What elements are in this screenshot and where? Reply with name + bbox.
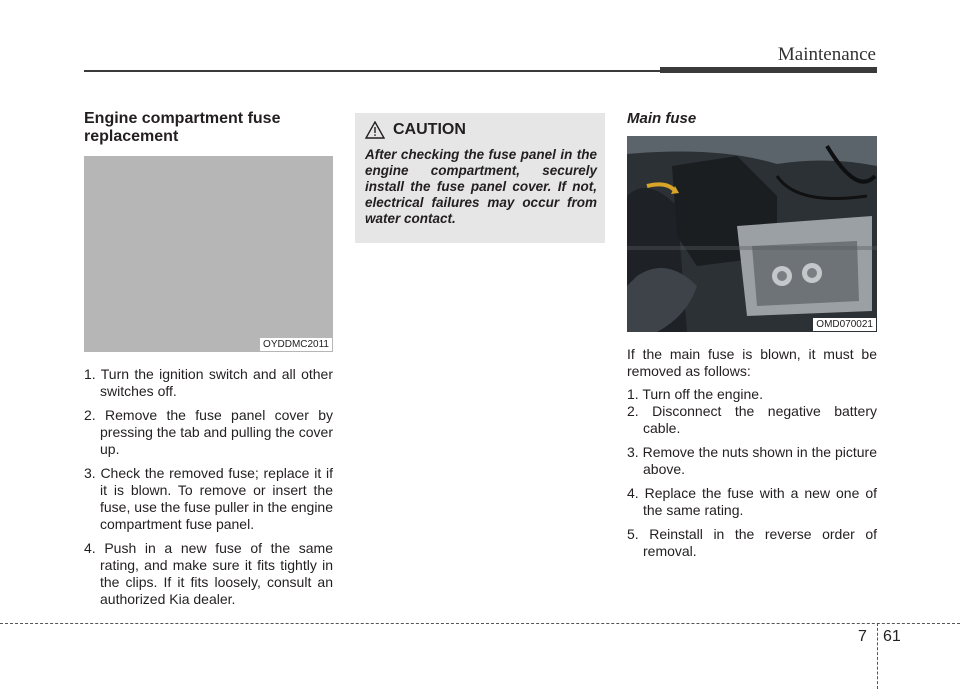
footer-rule	[0, 623, 960, 624]
caution-heading-label: CAUTION	[393, 121, 466, 138]
subsection-title: Main fuse	[627, 110, 697, 127]
middle-column	[355, 113, 605, 243]
page-header-title: Maintenance	[777, 44, 876, 65]
list-item: 3. Check the removed fuse; replace it if it is blown. To remove or insert the fuse, use the fuse puller in the engine compartment fuse panel.	[84, 465, 333, 532]
caution-text: After checking the fuse panel in the engine compartment, securely install the fuse panel cover. If not, electrical failures may occur from water contact.	[365, 147, 597, 226]
fuse-panel-figure	[84, 156, 333, 352]
intro-paragraph: If the main fuse is blown, it must be removed as follows:	[627, 346, 877, 379]
list-item: 1. Turn the ignition switch and all other switches off.	[84, 366, 333, 399]
main-fuse-photo	[627, 136, 877, 332]
list-item: 4. Replace the fuse with a new one of the same rating.	[627, 485, 877, 518]
page-number: 61	[883, 628, 901, 645]
list-item: 5. Reinstall in the reverse order of removal.	[627, 526, 877, 559]
footer-divider	[877, 623, 878, 689]
caution-box	[355, 113, 605, 243]
figure-code: OYDDMC2011	[260, 338, 332, 351]
list-item: 1. Turn off the engine.	[627, 386, 763, 402]
list-item: 2. Disconnect the negative battery cable.	[627, 403, 877, 436]
list-item: 2. Remove the fuse panel cover by pressing the tab and pulling the cover up.	[84, 407, 333, 457]
engine-bay-illustration	[627, 136, 877, 332]
section-title: Engine compartment fuse replacement	[84, 110, 281, 145]
caution-heading	[365, 121, 597, 139]
list-item: 3. Remove the nuts shown in the picture above.	[627, 444, 877, 477]
steps-list	[627, 386, 877, 560]
steps-list	[84, 366, 333, 608]
right-column	[627, 110, 877, 567]
list-item: 4. Push in a new fuse of the same rating, and make sure it fits tightly in the clips. If it fits loosely, consult an authorized Kia dealer.	[84, 540, 333, 607]
header-rule-accent	[660, 67, 877, 73]
chapter-number: 7	[858, 628, 867, 645]
left-column	[84, 110, 333, 615]
warning-triangle-icon	[365, 121, 385, 139]
header-rule	[84, 70, 660, 72]
figure-code: OMD070021	[813, 318, 876, 331]
